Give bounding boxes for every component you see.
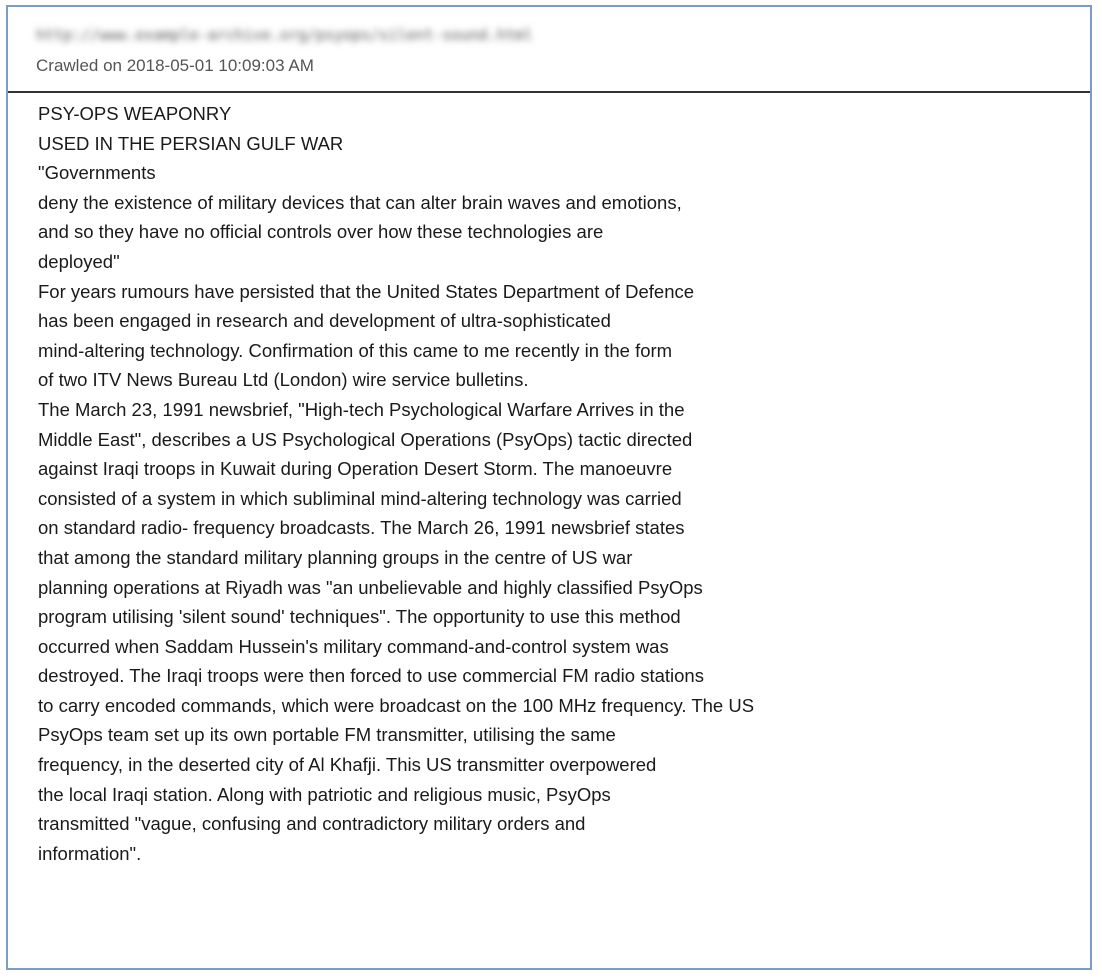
text-line: deny the existence of military devices that can alter brain waves and emotions, (38, 191, 682, 213)
text-line: frequency, in the deserted city of Al Khafji. This US transmitter overpowered (38, 754, 657, 776)
text-line: PsyOps team set up its own portable FM transmitter, utilising the same (38, 724, 616, 746)
text-line: The March 23, 1991 newsbrief, "High-tech Psychological Warfare Arrives in the (38, 398, 685, 420)
article-title: PSY-OPS WEAPONRY (38, 103, 232, 124)
text-line: information". (38, 842, 142, 864)
text-line: and so they have no official controls over how these technologies are (38, 221, 604, 243)
text-line: against Iraqi troops in Kuwait during Operation Desert Storm. The manoeuvre (38, 458, 673, 480)
article-subtitle: USED IN THE PERSIAN GULF WAR (38, 132, 344, 154)
page-header (8, 7, 1090, 93)
text-line: has been engaged in research and development of ultra-sophisticated (38, 310, 611, 332)
text-line: occurred when Saddam Hussein's military command-and-control system was (38, 635, 669, 657)
crawled-timestamp: Crawled on 2018-05-01 10:09:03 AM (36, 56, 314, 75)
crawled-page-frame (6, 5, 1092, 970)
text-line: consisted of a system in which subliminal mind-altering technology was carried (38, 487, 682, 509)
text-line: that among the standard military planning groups in the centre of US war (38, 546, 633, 568)
text-line: Middle East", describes a US Psychological Operations (PsyOps) tactic directed (38, 428, 693, 450)
text-line: planning operations at Riyadh was "an unbelievable and highly classified PsyOps (38, 576, 703, 598)
page-url[interactable]: http://www.example-archive.org/psyops/silent-sound.html (36, 26, 533, 44)
text-line: on standard radio- frequency broadcasts. The March 26, 1991 newsbrief states (38, 517, 685, 539)
text-line: to carry encoded commands, which were broadcast on the 100 MHz frequency. The US (38, 694, 755, 716)
text-line: For years rumours have persisted that the United States Department of Defence (38, 280, 695, 302)
text-line: mind-altering technology. Confirmation of this came to me recently in the form (38, 339, 673, 361)
text-line: of two ITV News Bureau Ltd (London) wire service bulletins. (38, 369, 529, 391)
text-line: the local Iraqi station. Along with patriotic and religious music, PsyOps (38, 783, 611, 805)
text-line: destroyed. The Iraqi troops were then forced to use commercial FM radio stations (38, 665, 704, 687)
text-line: program utilising 'silent sound' techniques". The opportunity to use this method (38, 606, 681, 628)
text-line: transmitted "vague, confusing and contradictory military orders and (38, 813, 586, 835)
article-body (38, 99, 1078, 868)
text-line: deployed" (38, 250, 120, 272)
text-line: "Governments (38, 162, 156, 184)
